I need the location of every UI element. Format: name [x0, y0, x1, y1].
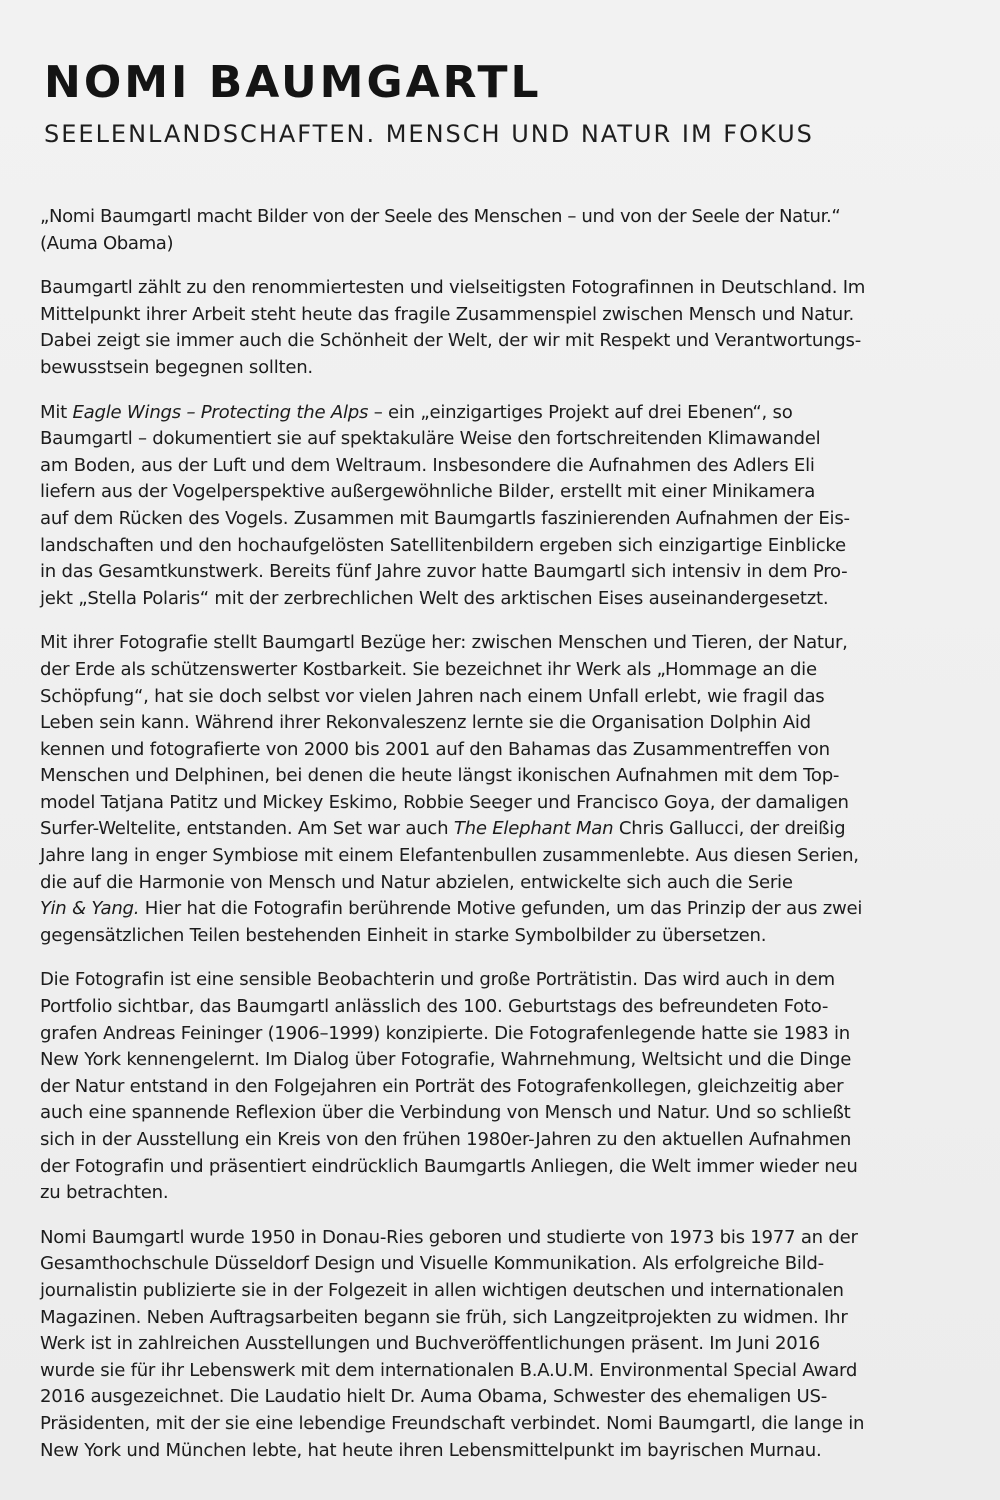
text-line: journalistin publizierte sie in der Folgezeit in allen wichtigen deutschen und internationalen: [40, 1279, 844, 1301]
text-line: Gesamthochschule Düsseldorf Design und Visuelle Kommunikation. Als erfolgreiche Bild-: [40, 1253, 824, 1275]
text-fragment: Hier hat die Fotografin berührende Motive gefunden, um das Prinzip der aus zwei: [139, 898, 863, 920]
text-fragment: Surfer-Weltelite, entstanden. Am Set war auch: [40, 818, 454, 840]
text-line: auch eine spannende Reflexion über die Verbindung von Mensch und Natur. Und so schließt: [40, 1102, 851, 1124]
paragraph-biography: [40, 1225, 948, 1464]
text-line: zu betrachten.: [40, 1182, 169, 1204]
text-line: Dabei zeigt sie immer auch die Schönheit der Welt, der wir mit Respekt und Verantwortungs-: [40, 330, 861, 352]
text-line: Portfolio sichtbar, das Baumgartl anlässlich des 100. Geburtstags des befreundeten Foto-: [40, 996, 829, 1018]
text-line: Nomi Baumgartl wurde 1950 in Donau-Ries geboren und studierte von 1973 bis 1977 an der: [40, 1226, 858, 1248]
quote: [40, 204, 948, 257]
text-line: 2016 ausgezeichnet. Die Laudatio hielt Dr. Auma Obama, Schwester des ehemaligen US-: [40, 1386, 828, 1408]
text-line: Baumgartl zählt zu den renommiertesten und vielseitigsten Fotografinnen in Deutschland. Im: [40, 277, 866, 299]
text-line: Leben sein kann. Während ihrer Rekonvaleszenz lernte sie die Organisation Dolphin Aid: [40, 712, 811, 734]
text-line: in das Gesamtkunstwerk. Bereits fünf Jahre zuvor hatte Baumgartl sich intensiv in dem Pro-: [40, 561, 848, 583]
paragraph-feininger: [40, 967, 948, 1206]
text-fragment: Chris Gallucci, der dreißig: [613, 818, 846, 840]
text-line: [40, 400, 948, 427]
text-line: [40, 896, 948, 923]
text-line: am Boden, aus der Luft und dem Weltraum. Insbesondere die Aufnahmen des Adlers Eli: [40, 454, 815, 476]
paragraph-photography: [40, 630, 948, 949]
text-line: Menschen und Delphinen, bei denen die heute längst ikonischen Aufnahmen mit dem Top-: [40, 765, 840, 787]
text-line: der Fotografin und präsentiert eindrücklich Baumgartls Anliegen, die Welt immer wieder neu: [40, 1155, 858, 1177]
quote-line: „Nomi Baumgartl macht Bilder von der Seele des Menschen – und von der Seele der Natur.“: [40, 206, 841, 227]
text-line: jekt „Stella Polaris“ mit der zerbrechlichen Welt des arktischen Eises auseinandergesetzt.: [40, 587, 829, 609]
body-text: [40, 204, 948, 1482]
project-title-eagle-wings: Eagle Wings – Protecting the Alps: [72, 401, 369, 423]
text-line: Mit ihrer Fotografie stellt Baumgartl Bezüge her: zwischen Menschen und Tieren, der Natur,: [40, 632, 848, 654]
text-line: liefern aus der Vogelperspektive außergewöhnliche Bilder, erstellt mit einer Minikamera: [40, 481, 816, 503]
paragraph-intro: [40, 275, 948, 381]
page-subtitle: SEELENLANDSCHAFTEN. MENSCH UND NATUR IM FOKUS: [44, 120, 814, 148]
text-fragment: – ein „einzigartiges Projekt auf drei Ebenen“, so: [368, 401, 793, 423]
text-line: Mittelpunkt ihrer Arbeit steht heute das fragile Zusammenspiel zwischen Mensch und Natur.: [40, 303, 855, 325]
text-line: grafen Andreas Feininger (1906–1999) konzipierte. Die Fotografenlegende hatte sie 1983 in: [40, 1022, 851, 1044]
page-title: NOMI BAUMGARTL: [44, 57, 542, 108]
text-line: model Tatjana Patitz und Mickey Eskimo, Robbie Seeger und Francisco Goya, der damaligen: [40, 791, 849, 813]
text-line: Baumgartl – dokumentiert sie auf spektakuläre Weise den fortschreitenden Klimawandel: [40, 428, 821, 450]
text-line: der Erde als schützenswerter Kostbarkeit. Sie bezeichnet ihr Werk als „Hommage an die: [40, 658, 817, 680]
text-line: gegensätzlichen Teilen bestehenden Einheit in starke Symbolbilder zu übersetzen.: [40, 924, 767, 946]
text-line: sich in der Ausstellung ein Kreis von den frühen 1980er-Jahren zu den aktuellen Aufnahmen: [40, 1129, 852, 1150]
text-line: Schöpfung“, hat sie doch selbst vor vielen Jahren nach einem Unfall erlebt, wie fragil das: [40, 685, 825, 707]
paragraph-eagle-wings: [40, 400, 948, 613]
text-line: die auf die Harmonie von Mensch und Natur abzielen, entwickelte sich auch die Serie: [40, 871, 793, 893]
text-line: der Natur entstand in den Folgejahren ein Porträt des Fotografenkollegen, gleichzeitig aber: [40, 1075, 844, 1097]
text-line: Die Fotografin ist eine sensible Beobachterin und große Porträtistin. Das wird auch in dem: [40, 969, 835, 991]
title-elephant-man: The Elephant Man: [453, 818, 614, 840]
series-title-yin-yang: Yin & Yang.: [40, 898, 140, 920]
text-line: Magazinen. Neben Auftragsarbeiten begann sie früh, sich Langzeitprojekten zu widmen. Ihr: [40, 1306, 848, 1328]
quote-attribution: (Auma Obama): [40, 232, 174, 254]
text-line: Präsidenten, mit der sie eine lebendige Freundschaft verbindet. Nomi Baumgartl, die lange in: [40, 1412, 865, 1434]
text-line: landschaften und den hochaufgelösten Satellitenbildern ergeben sich einzigartige Einblicke: [40, 534, 846, 556]
text-line: New York und München lebte, hat heute ihren Lebensmittelpunkt im bayrischen Murnau.: [40, 1439, 822, 1461]
text-line: wurde sie für ihr Lebenswerk mit dem internationalen B.A.U.M. Environmental Special Award: [40, 1359, 858, 1381]
text-line: Jahre lang in enger Symbiose mit einem Elefantenbullen zusammenlebte. Aus diesen Serien,: [40, 845, 859, 867]
text-line: New York kennengelernt. Im Dialog über Fotografie, Wahrnehmung, Weltsicht und die Dinge: [40, 1049, 852, 1071]
text-line: [40, 816, 948, 843]
text-line: auf dem Rücken des Vogels. Zusammen mit Baumgartls faszinierenden Aufnahmen der Eis-: [40, 507, 850, 529]
text-line: kennen und fotografierte von 2000 bis 2001 auf den Bahamas das Zusammentreffen von: [40, 738, 830, 760]
text-fragment: Mit: [40, 401, 73, 423]
text-line: bewusstsein begegnen sollten.: [40, 356, 313, 378]
text-line: Werk ist in zahlreichen Ausstellungen und Buchveröffentlichungen präsent. Im Juni 2016: [40, 1333, 821, 1355]
